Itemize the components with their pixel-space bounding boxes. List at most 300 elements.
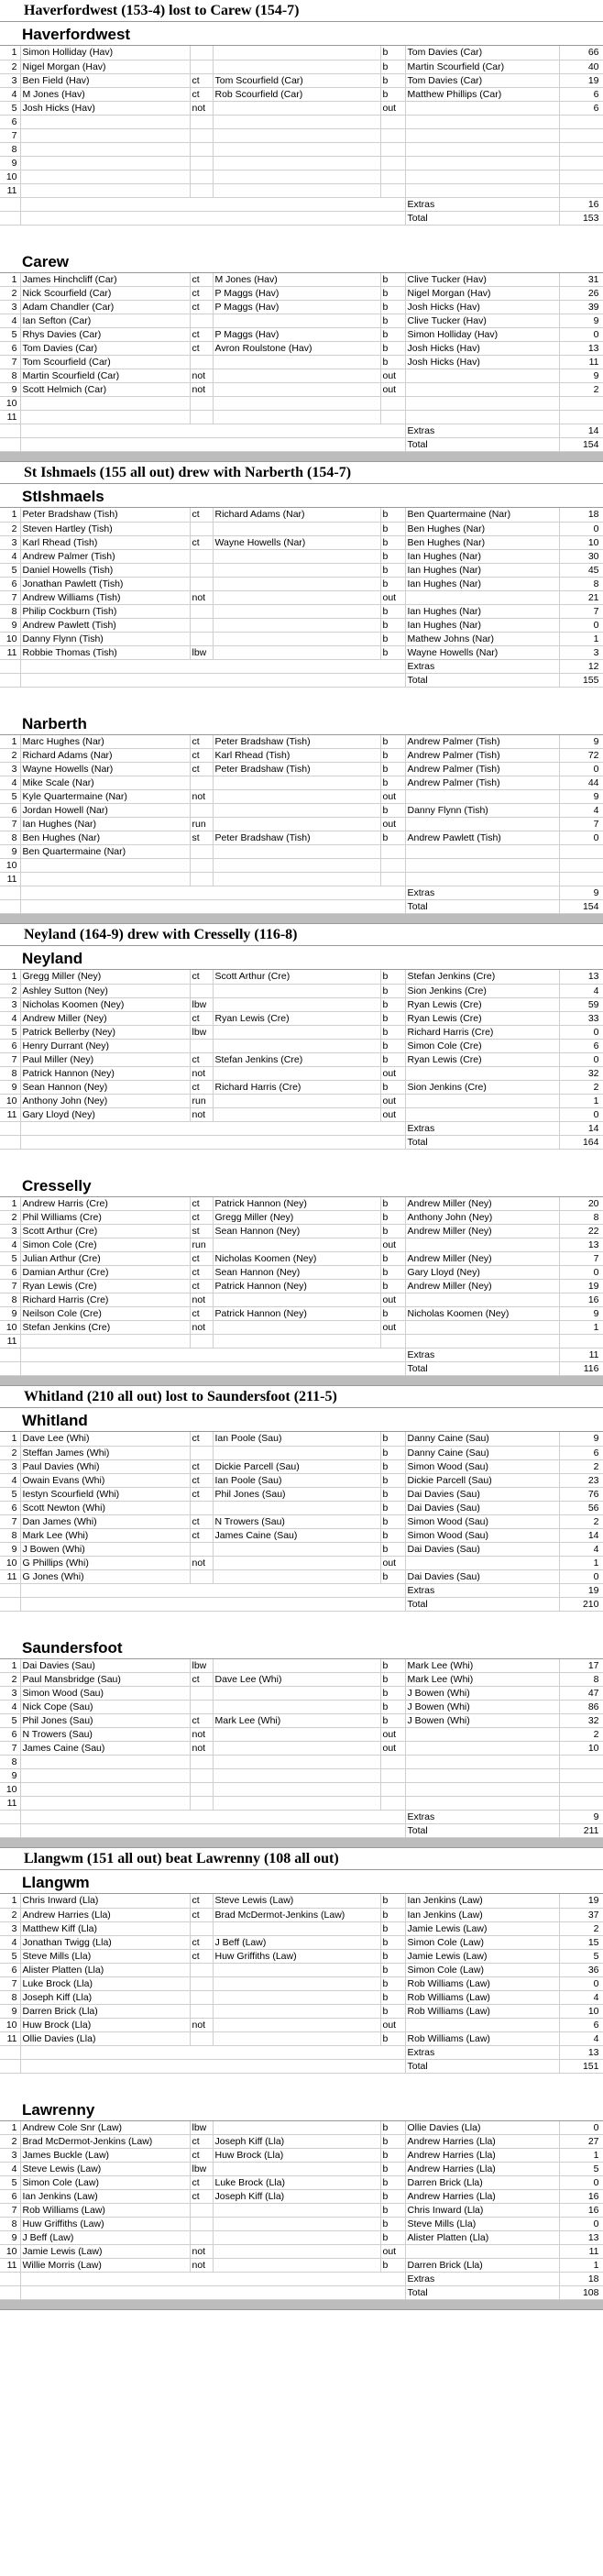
table-row: [0, 1673, 603, 1687]
team-name: Llangwm: [0, 1870, 603, 1894]
runs: 66: [559, 46, 603, 60]
bowler: Ian Jenkins (Law): [405, 1908, 559, 1921]
fielder: Huw Brock (Lla): [213, 2149, 380, 2163]
fielder: P Maggs (Hav): [213, 301, 380, 314]
dismissal-type: ct: [190, 1307, 213, 1321]
bowled-marker: [380, 1783, 405, 1797]
row-number: 11: [0, 2031, 20, 2045]
table-row: [0, 2259, 603, 2273]
runs: 1: [559, 632, 603, 645]
table-row: [0, 1769, 603, 1783]
table-row: [0, 984, 603, 997]
bowled-marker: b: [380, 1039, 405, 1052]
row-number: 11: [0, 1107, 20, 1121]
runs: 19: [559, 73, 603, 87]
table-row: [0, 314, 603, 328]
bowled-marker: [380, 115, 405, 128]
bowler: [405, 590, 559, 604]
dismissal-type: not: [190, 2018, 213, 2031]
table-row: [0, 411, 603, 424]
runs: 0: [559, 1569, 603, 1583]
runs: 16: [559, 2204, 603, 2218]
total-row: [0, 2059, 603, 2073]
table-row: [0, 1714, 603, 1728]
batsman: Patrick Hannon (Ney): [20, 1066, 190, 1080]
bowler: [405, 1728, 559, 1742]
batsman: Martin Scourfield (Car): [20, 369, 190, 383]
total-label: Total: [405, 900, 559, 914]
bowled-marker: b: [380, 1052, 405, 1066]
batsman: Daniel Howells (Tish): [20, 563, 190, 577]
batsman: Karl Rhead (Tish): [20, 535, 190, 549]
batsman: Gregg Miller (Ney): [20, 970, 190, 984]
extras-value: 12: [559, 659, 603, 673]
bowler: Tom Davies (Car): [405, 73, 559, 87]
dismissal-type: [190, 411, 213, 424]
dismissal-type: not: [190, 590, 213, 604]
row-number: 8: [0, 1528, 20, 1542]
dismissal-type: [190, 2031, 213, 2045]
row-number: 5: [0, 101, 20, 115]
batsman: Damian Arthur (Cre): [20, 1266, 190, 1280]
table-row: [0, 2245, 603, 2259]
batsman: Alister Platten (Lla): [20, 1963, 190, 1976]
total-label: Total: [405, 1362, 559, 1376]
batsman: Jamie Lewis (Law): [20, 2245, 190, 2259]
fielder: P Maggs (Hav): [213, 287, 380, 301]
row-number: 1: [0, 970, 20, 984]
fielder: [213, 2121, 380, 2135]
innings-spacer: [0, 688, 603, 711]
dismissal-type: not: [190, 2245, 213, 2259]
runs: 86: [559, 1701, 603, 1714]
bowled-marker: out: [380, 1742, 405, 1756]
runs: [559, 845, 603, 859]
extras-label: Extras: [405, 1811, 559, 1824]
bowled-marker: b: [380, 1280, 405, 1294]
bowled-marker: out: [380, 2245, 405, 2259]
row-number: 4: [0, 1011, 20, 1025]
batsman: Chris Inward (Lla): [20, 1894, 190, 1908]
row-number: 10: [0, 170, 20, 183]
dismissal-type: ct: [190, 763, 213, 776]
bowled-marker: [380, 873, 405, 886]
dismissal-type: lbw: [190, 2163, 213, 2176]
fielder: [213, 549, 380, 563]
blank-cell: [20, 659, 405, 673]
batsman: Wayne Howells (Nar): [20, 763, 190, 776]
batsman: Ben Hughes (Nar): [20, 831, 190, 845]
extras-row: [0, 886, 603, 900]
batting-table: [0, 735, 603, 915]
runs: 19: [559, 1894, 603, 1908]
batsman: [20, 183, 190, 197]
extras-row: [0, 1583, 603, 1597]
row-number: 7: [0, 128, 20, 142]
dismissal-type: [190, 314, 213, 328]
table-row: [0, 1728, 603, 1742]
batsman: [20, 859, 190, 873]
runs: 0: [559, 1266, 603, 1280]
table-row: [0, 1687, 603, 1701]
batting-table: [0, 1197, 603, 1377]
bowled-marker: b: [380, 1459, 405, 1473]
fielder: Sean Hannon (Ney): [213, 1225, 380, 1238]
fielder: Ian Poole (Sau): [213, 1432, 380, 1446]
bowler: Rob Williams (Law): [405, 2031, 559, 2045]
dismissal-type: [190, 1687, 213, 1701]
table-row: [0, 1225, 603, 1238]
bowler: [405, 156, 559, 170]
bowled-marker: out: [380, 383, 405, 397]
row-number: 5: [0, 1252, 20, 1266]
bowler: [405, 411, 559, 424]
dismissal-type: not: [190, 101, 213, 115]
blank-cell: [0, 886, 20, 900]
runs: 10: [559, 535, 603, 549]
bowler: Andrew Harries (Lla): [405, 2190, 559, 2204]
runs: 59: [559, 997, 603, 1011]
total-value: 154: [559, 438, 603, 452]
batsman: M Jones (Hav): [20, 87, 190, 101]
fielder: Brad McDermot-Jenkins (Law): [213, 1908, 380, 1921]
fielder: Ryan Lewis (Cre): [213, 1011, 380, 1025]
table-row: [0, 1514, 603, 1528]
bowler: Simon Cole (Law): [405, 1963, 559, 1976]
batsman: [20, 1797, 190, 1811]
batsman: Richard Harris (Cre): [20, 1294, 190, 1307]
batsman: Neilson Cole (Cre): [20, 1307, 190, 1321]
runs: 3: [559, 645, 603, 659]
batsman: Julian Arthur (Cre): [20, 1252, 190, 1266]
extras-label: Extras: [405, 1349, 559, 1362]
dismissal-type: ct: [190, 1080, 213, 1094]
batting-table: [0, 970, 603, 1150]
bowler: [405, 859, 559, 873]
blank-cell: [20, 211, 405, 225]
extras-value: 14: [559, 1121, 603, 1135]
blank-cell: [20, 424, 405, 438]
runs: [559, 1783, 603, 1797]
table-row: [0, 273, 603, 287]
bowler: Darren Brick (Lla): [405, 2259, 559, 2273]
row-number: 3: [0, 73, 20, 87]
extras-row: [0, 2045, 603, 2059]
total-label: Total: [405, 211, 559, 225]
row-number: 2: [0, 522, 20, 535]
batting-table: [0, 273, 603, 453]
blank-cell: [0, 438, 20, 452]
match-title: Haverfordwest (153-4) lost to Carew (154-7): [0, 0, 603, 22]
bowler: Andrew Miller (Ney): [405, 1225, 559, 1238]
bowled-marker: [380, 859, 405, 873]
batsman: Paul Mansbridge (Sau): [20, 1673, 190, 1687]
blank-cell: [0, 1583, 20, 1597]
runs: 47: [559, 1687, 603, 1701]
runs: 2: [559, 1459, 603, 1473]
bowled-marker: b: [380, 563, 405, 577]
dismissal-type: [190, 1446, 213, 1459]
innings-spacer: [0, 1150, 603, 1173]
table-row: [0, 1211, 603, 1225]
table-row: [0, 369, 603, 383]
table-row: [0, 1280, 603, 1294]
row-number: 6: [0, 342, 20, 356]
runs: 5: [559, 2163, 603, 2176]
batsman: Ryan Lewis (Cre): [20, 1280, 190, 1294]
batsman: Sean Hannon (Ney): [20, 1080, 190, 1094]
bowler: [405, 1321, 559, 1335]
fielder: [213, 2018, 380, 2031]
runs: [559, 142, 603, 156]
dismissal-type: [190, 60, 213, 73]
team-name: Neyland: [0, 946, 603, 970]
dismissal-type: ct: [190, 1266, 213, 1280]
fielder: Ian Poole (Sau): [213, 1473, 380, 1487]
bowled-marker: b: [380, 1211, 405, 1225]
row-number: 3: [0, 535, 20, 549]
bowled-marker: b: [380, 1025, 405, 1039]
row-number: 4: [0, 1701, 20, 1714]
dismissal-type: [190, 604, 213, 618]
bowler: Ryan Lewis (Cre): [405, 997, 559, 1011]
table-row: [0, 1935, 603, 1949]
dismissal-type: [190, 859, 213, 873]
runs: 0: [559, 831, 603, 845]
batsman: Phil Williams (Cre): [20, 1211, 190, 1225]
table-row: [0, 1797, 603, 1811]
table-row: [0, 1473, 603, 1487]
batsman: Peter Bradshaw (Tish): [20, 508, 190, 522]
table-row: [0, 1446, 603, 1459]
fielder: [213, 1066, 380, 1080]
row-number: 10: [0, 2245, 20, 2259]
table-row: [0, 1783, 603, 1797]
fielder: M Jones (Hav): [213, 273, 380, 287]
table-row: [0, 1066, 603, 1080]
bowled-marker: b: [380, 1252, 405, 1266]
dismissal-type: st: [190, 831, 213, 845]
table-row: [0, 1976, 603, 1990]
batsman: James Buckle (Law): [20, 2149, 190, 2163]
row-number: 10: [0, 397, 20, 411]
table-row: [0, 645, 603, 659]
runs: 2: [559, 1921, 603, 1935]
bowler: Andrew Harries (Lla): [405, 2163, 559, 2176]
fielder: J Beff (Law): [213, 1935, 380, 1949]
dismissal-type: ct: [190, 1280, 213, 1294]
row-number: 1: [0, 46, 20, 60]
dismissal-type: [190, 1542, 213, 1556]
fielder: [213, 1976, 380, 1990]
row-number: 9: [0, 1080, 20, 1094]
row-number: 4: [0, 2163, 20, 2176]
extras-row: [0, 659, 603, 673]
row-number: 10: [0, 632, 20, 645]
bowler: Josh Hicks (Hav): [405, 342, 559, 356]
extras-value: 13: [559, 2045, 603, 2059]
extras-value: 9: [559, 886, 603, 900]
table-row: [0, 845, 603, 859]
row-number: 3: [0, 1687, 20, 1701]
table-row: [0, 1528, 603, 1542]
bowler: Ryan Lewis (Cre): [405, 1011, 559, 1025]
runs: 10: [559, 2004, 603, 2018]
dismissal-type: [190, 1769, 213, 1783]
dismissal-type: ct: [190, 1211, 213, 1225]
bowler: Ian Hughes (Nar): [405, 604, 559, 618]
row-number: 3: [0, 1225, 20, 1238]
row-number: 4: [0, 1238, 20, 1252]
runs: 32: [559, 1066, 603, 1080]
bowler: Andrew Pawlett (Tish): [405, 831, 559, 845]
blank-cell: [0, 1597, 20, 1611]
fielder: N Trowers (Sau): [213, 1514, 380, 1528]
batsman: [20, 128, 190, 142]
bowler: [405, 1783, 559, 1797]
runs: 27: [559, 2135, 603, 2149]
runs: 18: [559, 508, 603, 522]
row-number: 5: [0, 1949, 20, 1963]
runs: [559, 115, 603, 128]
bowler: Ian Hughes (Nar): [405, 618, 559, 632]
blank-cell: [20, 886, 405, 900]
batsman: Philip Cockburn (Tish): [20, 604, 190, 618]
bowler: [405, 1797, 559, 1811]
dismissal-type: lbw: [190, 1025, 213, 1039]
table-row: [0, 1949, 603, 1963]
fielder: Dickie Parcell (Sau): [213, 1459, 380, 1473]
table-row: [0, 342, 603, 356]
bowler: Danny Caine (Sau): [405, 1446, 559, 1459]
dismissal-type: ct: [190, 1487, 213, 1501]
table-row: [0, 2176, 603, 2190]
bowler: [405, 818, 559, 831]
team-name: Cresselly: [0, 1173, 603, 1197]
table-row: [0, 183, 603, 197]
blank-cell: [0, 197, 20, 211]
blank-cell: [20, 2273, 405, 2286]
extras-value: 14: [559, 424, 603, 438]
table-row: [0, 1080, 603, 1094]
table-row: [0, 1701, 603, 1714]
total-value: 154: [559, 900, 603, 914]
bowled-marker: b: [380, 1894, 405, 1908]
bowled-marker: b: [380, 577, 405, 590]
bowled-marker: out: [380, 1556, 405, 1569]
row-number: 3: [0, 2149, 20, 2163]
bowler: Martin Scourfield (Car): [405, 60, 559, 73]
dismissal-type: [190, 115, 213, 128]
row-number: 11: [0, 2259, 20, 2273]
batsman: Andrew Cole Snr (Law): [20, 2121, 190, 2135]
bowler: Ian Hughes (Nar): [405, 549, 559, 563]
dismissal-type: ct: [190, 1473, 213, 1487]
innings-spacer: [0, 1612, 603, 1635]
total-value: 210: [559, 1597, 603, 1611]
runs: 0: [559, 328, 603, 342]
batsman: [20, 115, 190, 128]
bowled-marker: b: [380, 2031, 405, 2045]
fielder: [213, 1569, 380, 1583]
fielder: Huw Griffiths (Law): [213, 1949, 380, 1963]
runs: [559, 1756, 603, 1769]
team-name: Lawrenny: [0, 2097, 603, 2121]
bowled-marker: b: [380, 749, 405, 763]
bowled-marker: b: [380, 1528, 405, 1542]
row-number: 5: [0, 2176, 20, 2190]
bowled-marker: b: [380, 273, 405, 287]
fielder: [213, 1556, 380, 1569]
batsman: [20, 1769, 190, 1783]
fielder: [213, 1687, 380, 1701]
total-value: 153: [559, 211, 603, 225]
bowler: Clive Tucker (Hav): [405, 314, 559, 328]
team-name: Whitland: [0, 1408, 603, 1432]
batsman: J Bowen (Whi): [20, 1542, 190, 1556]
blank-cell: [0, 1362, 20, 1376]
table-row: [0, 73, 603, 87]
bowler: [405, 1756, 559, 1769]
bowled-marker: b: [380, 735, 405, 749]
fielder: [213, 997, 380, 1011]
batsman: [20, 1756, 190, 1769]
total-label: Total: [405, 1824, 559, 1838]
bowled-marker: out: [380, 369, 405, 383]
dismissal-type: [190, 46, 213, 60]
bowled-marker: b: [380, 997, 405, 1011]
fielder: Tom Scourfield (Car): [213, 73, 380, 87]
fielder: [213, 46, 380, 60]
table-row: [0, 873, 603, 886]
bowler: [405, 845, 559, 859]
dismissal-type: [190, 2204, 213, 2218]
row-number: 9: [0, 2004, 20, 2018]
table-row: [0, 1963, 603, 1976]
batsman: Owain Evans (Whi): [20, 1473, 190, 1487]
bowler: [405, 790, 559, 804]
fielder: [213, 128, 380, 142]
runs: 9: [559, 369, 603, 383]
dismissal-type: ct: [190, 1935, 213, 1949]
dismissal-type: not: [190, 1321, 213, 1335]
row-number: 7: [0, 1280, 20, 1294]
row-number: 4: [0, 776, 20, 790]
table-row: [0, 1238, 603, 1252]
bowled-marker: b: [380, 645, 405, 659]
bowler: Josh Hicks (Hav): [405, 356, 559, 369]
table-row: [0, 749, 603, 763]
dismissal-type: ct: [190, 2149, 213, 2163]
total-label: Total: [405, 2286, 559, 2300]
table-row: [0, 1252, 603, 1266]
table-row: [0, 397, 603, 411]
table-row: [0, 549, 603, 563]
batsman: Mike Scale (Nar): [20, 776, 190, 790]
bowler: Nicholas Koomen (Ney): [405, 1307, 559, 1321]
fielder: [213, 804, 380, 818]
team-name: Haverfordwest: [0, 22, 603, 46]
bowled-marker: out: [380, 1107, 405, 1121]
table-row: [0, 508, 603, 522]
batsman: G Jones (Whi): [20, 1569, 190, 1583]
fielder: [213, 2231, 380, 2245]
table-row: [0, 970, 603, 984]
table-row: [0, 1266, 603, 1280]
batsman: Ian Sefton (Car): [20, 314, 190, 328]
blank-cell: [20, 2286, 405, 2300]
row-number: 7: [0, 356, 20, 369]
